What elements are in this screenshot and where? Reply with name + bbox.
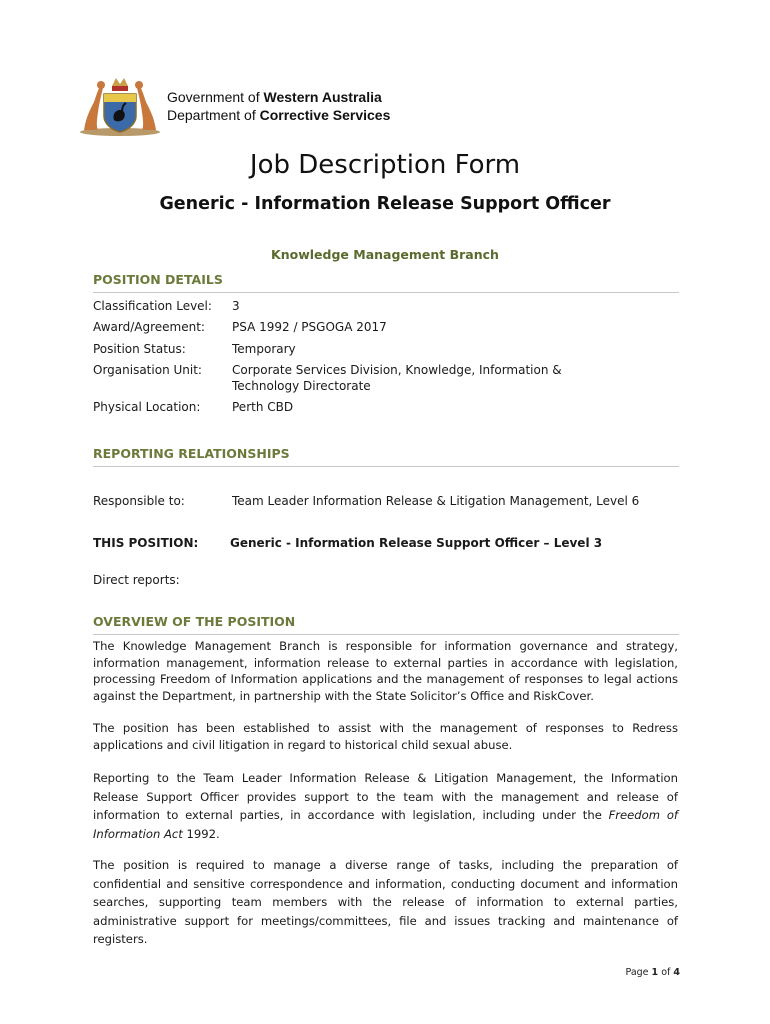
detail-label: Organisation Unit: (93, 363, 202, 377)
agency-name (167, 88, 390, 124)
responsible-to-label: Responsible to: (93, 494, 185, 508)
direct-reports-label: Direct reports: (93, 573, 180, 587)
detail-label: Classification Level: (93, 299, 212, 313)
overview-p3-end: 1992. (182, 826, 220, 841)
government-line (167, 88, 390, 106)
page-word: Page (625, 967, 652, 978)
coat-of-arms-logo (76, 72, 164, 138)
overview-paragraph-4: The position is required to manage a diverse range of tasks, including the preparation of confidential and sensitive correspondence and information, conducting document and information searches, supporting team members with the release of information to external parties, administrative support for meetings/committees, file and issues tracking and maintenance of registers. (93, 858, 678, 946)
page-current: 1 (651, 967, 659, 978)
detail-label: Award/Agreement: (93, 320, 205, 334)
detail-value: Temporary (232, 342, 296, 356)
detail-value: 3 (232, 299, 240, 313)
department-line (167, 106, 390, 124)
act-title: Freedom of Information Act (93, 808, 679, 841)
this-position-value: Generic - Information Release Support Officer – Level 3 (230, 536, 603, 550)
overview-paragraph-1: The Knowledge Management Branch is responsible for information governance and strategy, information management, information release to external parties in accordance with legislation, processing Freedom of Information applications and the management of responses to legal actions against the Department, in partnership with the State Solicitor’s Office and RiskCover. (93, 639, 678, 703)
document-title: Job Description Form (249, 150, 521, 180)
page-number (600, 967, 680, 978)
detail-label: Physical Location: (93, 400, 201, 414)
position-details-heading: POSITION DETAILS (93, 272, 679, 293)
detail-value: Perth CBD (232, 400, 294, 414)
overview-heading: OVERVIEW OF THE POSITION (93, 614, 679, 635)
detail-label: Position Status: (93, 342, 186, 356)
page-total: 4 (673, 967, 680, 978)
this-position-label: THIS POSITION: (93, 536, 199, 550)
department-name: Corrective Services (259, 107, 391, 123)
overview-p3-text: Reporting to the Team Leader Information Release & Litigation Management, the Information Release Support Officer provides support to the team with the management and release of information to external parties, in accordance with legislation, including under the (93, 771, 678, 822)
detail-value: Corporate Services Division, Knowledge, Information & Technology Directorate (232, 363, 562, 393)
overview-paragraph-3 (93, 769, 678, 843)
detail-value: PSA 1992 / PSGOGA 2017 (232, 320, 387, 334)
reporting-relationships-heading: REPORTING RELATIONSHIPS (93, 446, 679, 467)
government-prefix: Government of (167, 89, 264, 105)
government-name: Western Australia (263, 89, 382, 105)
branch-name: Knowledge Management Branch (271, 247, 499, 262)
overview-paragraph-2: The position has been established to assist with the management of responses to Redress applications and civil litigation in regard to historical child sexual abuse. (93, 721, 678, 752)
responsible-to-value: Team Leader Information Release & Litigation Management, Level 6 (232, 494, 640, 508)
department-prefix: Department of (167, 107, 260, 123)
document-subtitle: Generic - Information Release Support Officer (159, 194, 611, 214)
of-word: of (658, 967, 674, 978)
